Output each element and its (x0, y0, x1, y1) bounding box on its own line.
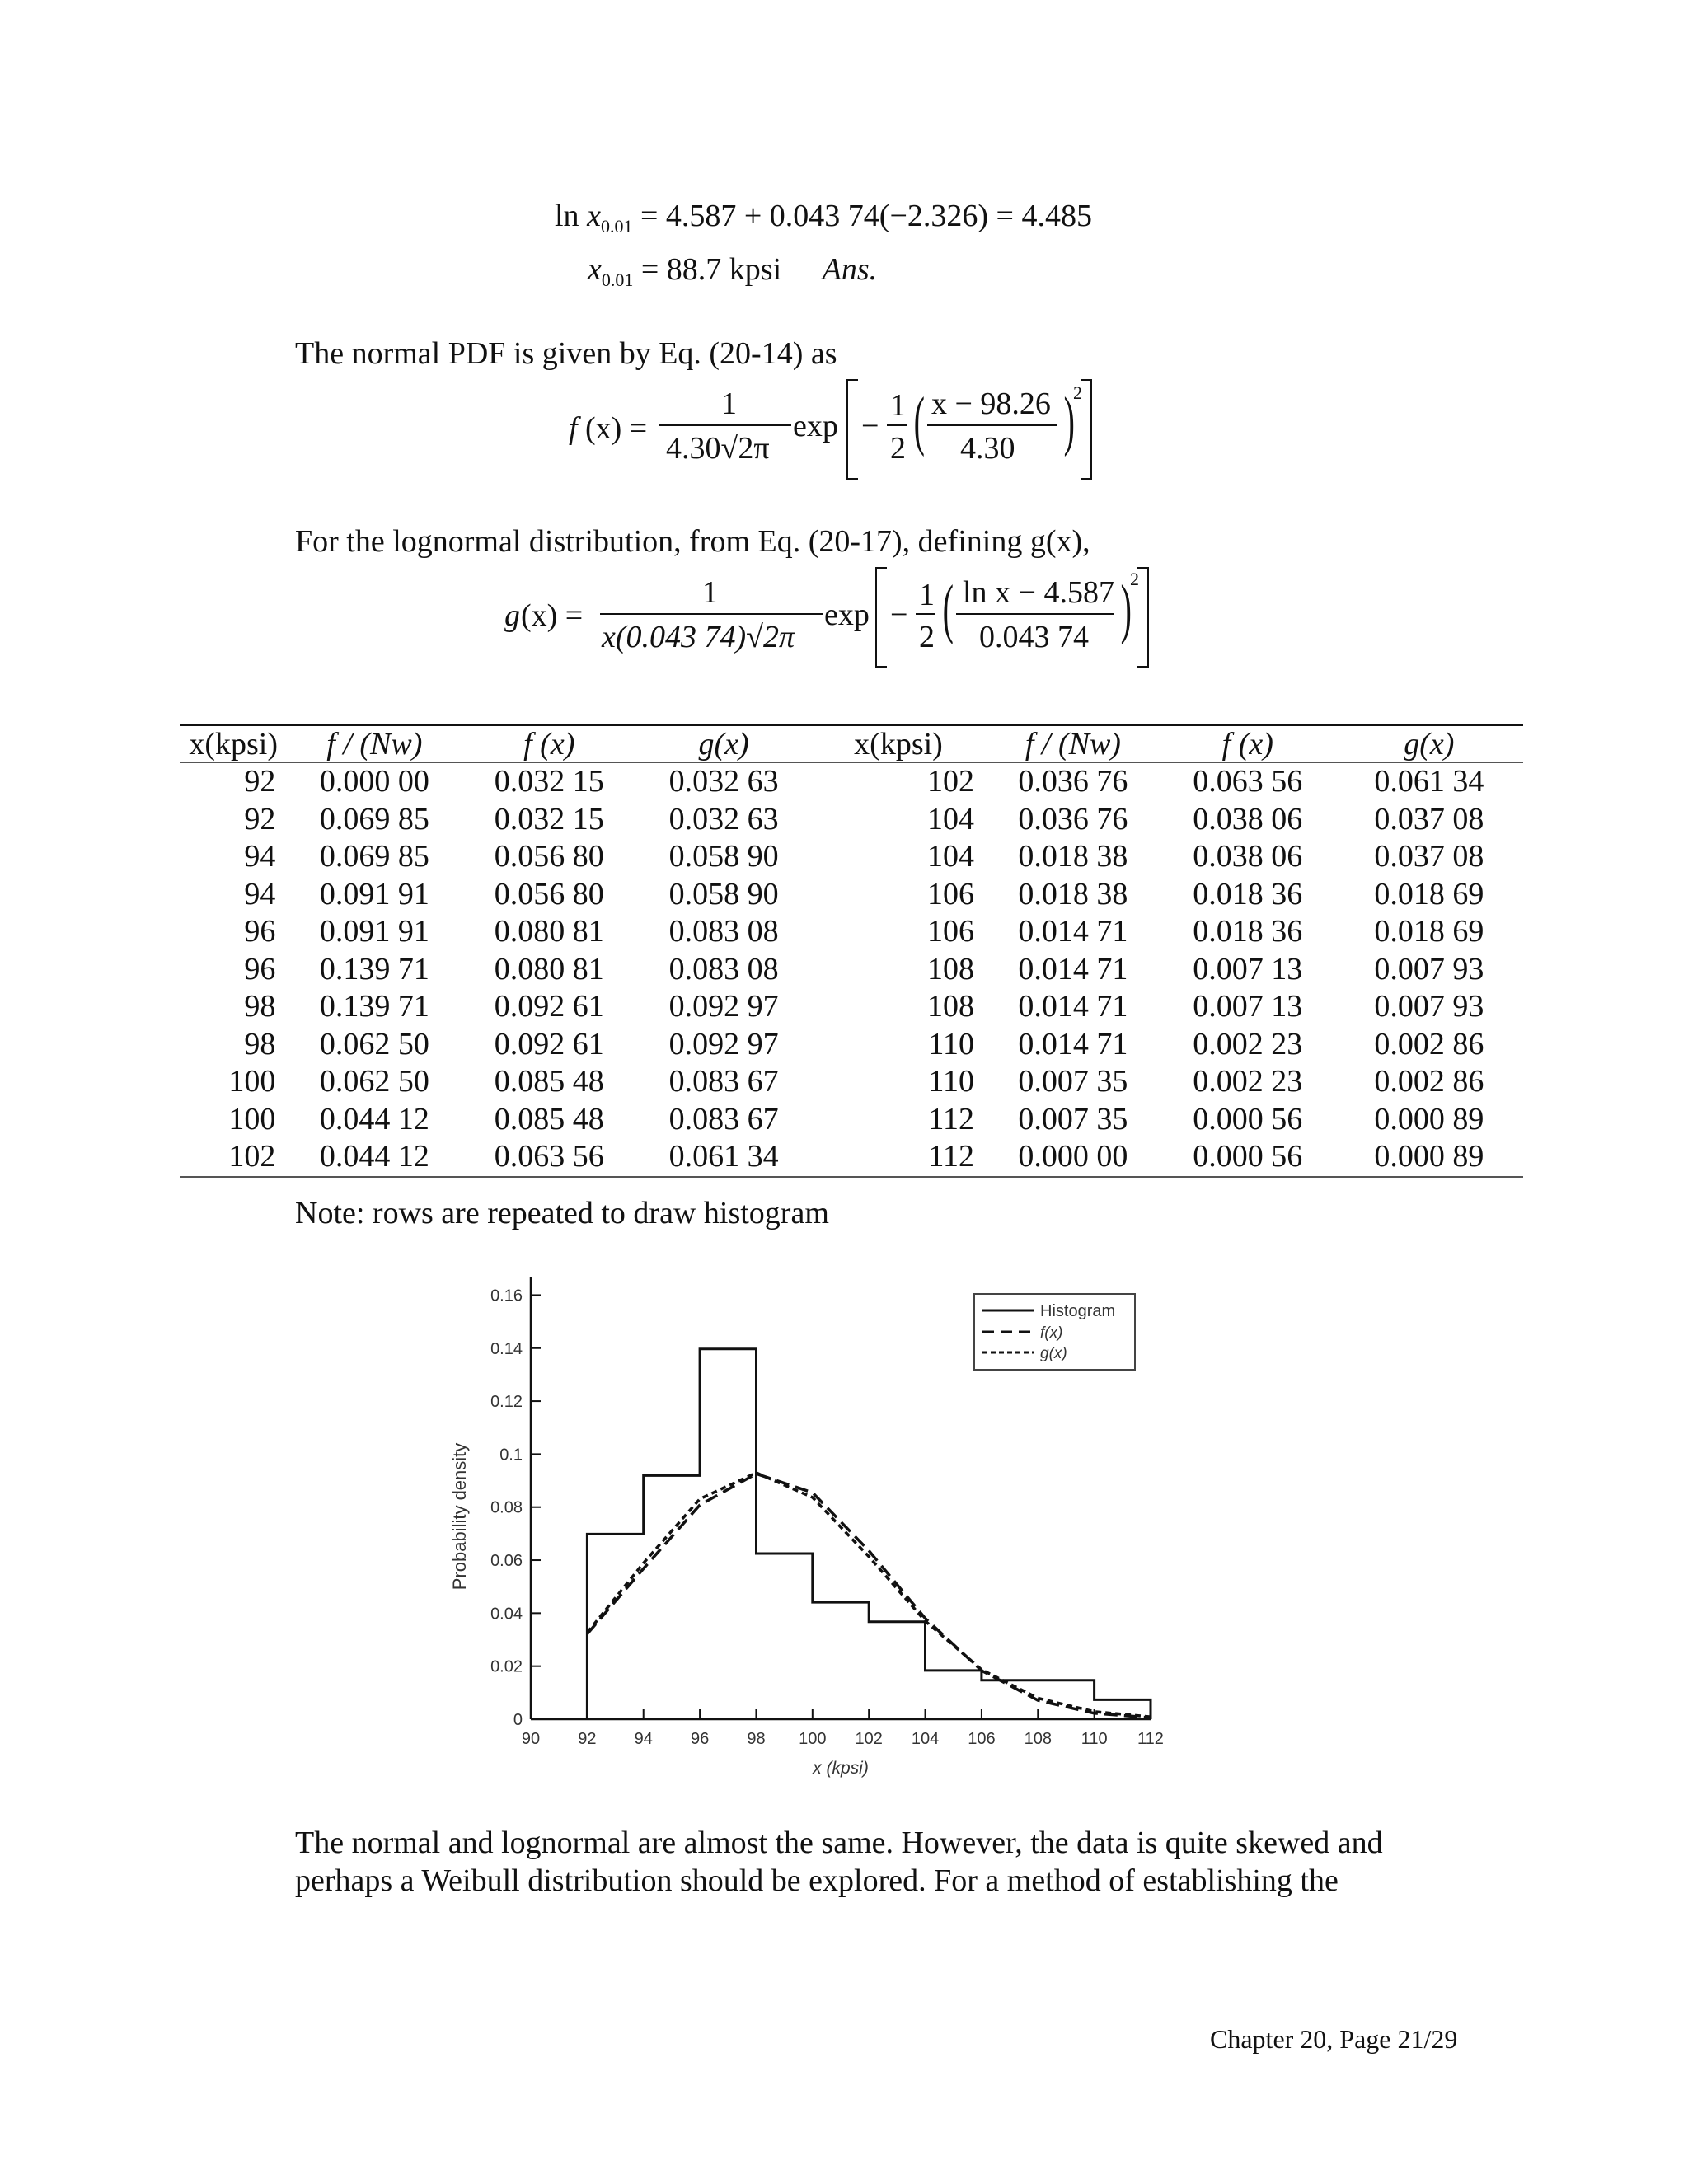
fraction-denominator: x(0.043 74)√2π (602, 620, 795, 654)
table-cell: 0.000 00 (986, 1138, 1160, 1177)
equation-ln-x001 (555, 198, 1092, 237)
y-axis-label: Probability density (449, 1442, 470, 1591)
paragraph-lognormal: For the lognormal distribution, from Eq. (20-17), defining g(x), (295, 524, 1090, 559)
table-row (180, 838, 1523, 876)
y-tick-label: 0.04 (490, 1605, 523, 1624)
g-argument: (x) = (521, 598, 584, 633)
table-cell: 0.056 80 (494, 876, 604, 912)
table-cell: 0.139 71 (319, 989, 429, 1024)
inner-numerator: x − 98.26 (931, 387, 1051, 421)
right-bracket (1137, 567, 1149, 668)
table-cell: 0.036 76 (1018, 764, 1128, 799)
minus-sign: − (861, 409, 879, 443)
subscript: 0.01 (601, 269, 634, 290)
exp-label: exp (824, 598, 870, 632)
header-x-kpsi: x(kpsi) (811, 725, 986, 763)
table-cell: 0.007 93 (1374, 951, 1484, 987)
equation-rhs: = 88.7 kpsi (640, 252, 782, 287)
equation-x001 (588, 251, 877, 291)
table-cell: 0.058 90 (668, 839, 779, 874)
exp-label: exp (793, 409, 838, 443)
table-row (180, 801, 1523, 839)
table-cell: 0.080 81 (494, 914, 604, 949)
table-cell: 0.018 69 (1374, 914, 1484, 949)
x-tick-label: 90 (521, 1730, 541, 1748)
y-tick-label: 0.16 (490, 1286, 523, 1305)
table-cell: 0.069 85 (319, 801, 429, 837)
table-cell: 0.018 38 (1018, 876, 1128, 912)
table-cell: 0.063 56 (1193, 764, 1303, 799)
inner-denominator: 4.30 (960, 431, 1015, 466)
table-cell: 0.000 56 (1160, 1138, 1335, 1177)
paragraph-conclusion-line2: perhaps a Weibull distribution should be explored. For a method of establishing the (295, 1863, 1339, 1898)
f-symbol: f (569, 411, 578, 446)
table-cell: 96 (244, 951, 276, 987)
y-tick-label: 0.08 (490, 1498, 523, 1517)
y-tick-label: 0.14 (490, 1339, 523, 1358)
right-paren: ) (1063, 385, 1075, 457)
table-cell: 92 (244, 764, 276, 799)
answer-label: Ans. (822, 252, 878, 287)
legend-fx-label: f(x) (1040, 1324, 1063, 1342)
table-cell: 106 (926, 914, 974, 949)
page-footer: Chapter 20, Page 21/29 (1210, 2024, 1458, 2054)
g-symbol: g (504, 598, 520, 633)
half-denominator: 2 (919, 620, 935, 654)
table-cell: 0.091 91 (319, 876, 429, 912)
table-cell: 0.007 93 (1374, 989, 1484, 1024)
table-cell: 0.080 81 (494, 951, 604, 987)
table-cell: 0.007 13 (1193, 989, 1303, 1024)
distribution-table (180, 724, 1523, 1178)
table-row (180, 1138, 1523, 1177)
half-bar (887, 424, 907, 426)
x-tick-label: 108 (1024, 1730, 1052, 1748)
header-gx: g(x) (1335, 725, 1523, 763)
x-tick-label: 104 (911, 1730, 940, 1748)
x-variable: x (587, 199, 601, 233)
table-cell: 0.092 61 (494, 989, 604, 1024)
table-cell: 0.032 63 (668, 801, 779, 837)
table-cell: 98 (244, 989, 276, 1024)
table-cell: 0.007 35 (1018, 1101, 1128, 1137)
table-cell: 108 (926, 989, 974, 1024)
table-cell: 102 (180, 1138, 287, 1177)
table-note: Note: rows are repeated to draw histogram (295, 1196, 829, 1230)
right-paren: ) (1120, 573, 1132, 645)
table-row (180, 763, 1523, 801)
table-cell: 0.014 71 (1018, 951, 1128, 987)
x-tick-label: 110 (1081, 1730, 1108, 1748)
half-denominator: 2 (890, 431, 906, 466)
table-cell: 0.032 15 (494, 764, 604, 799)
table-cell: 0.038 06 (1193, 839, 1303, 874)
table-cell: 100 (228, 1064, 276, 1099)
x-tick-label: 102 (855, 1730, 883, 1748)
minus-sign: − (890, 598, 908, 632)
inner-numerator: ln x − 4.587 (963, 575, 1114, 610)
table-cell: 0.092 97 (668, 1026, 779, 1062)
table-cell: 0.069 85 (319, 839, 429, 874)
inner-bar (956, 613, 1114, 615)
table-cell: 0.014 71 (1018, 914, 1128, 949)
table-cell: 0.018 38 (1018, 839, 1128, 874)
table-cell: 94 (244, 839, 276, 874)
table-cell: 112 (928, 1101, 974, 1137)
fraction-bar (600, 613, 823, 615)
table-cell: 100 (228, 1101, 276, 1137)
table-cell: 0.063 56 (462, 1138, 636, 1177)
table-cell: 0.061 34 (636, 1138, 811, 1177)
table-row (180, 1063, 1523, 1101)
histogram-line (587, 1349, 1151, 1719)
table-cell: 0.062 50 (319, 1064, 429, 1099)
table-cell: 108 (926, 951, 974, 987)
table-cell: 0.000 56 (1193, 1101, 1303, 1137)
y-tick-label: 0.02 (490, 1657, 523, 1676)
x-tick-label: 112 (1137, 1730, 1164, 1748)
table-row (180, 913, 1523, 951)
x-tick-label: 106 (968, 1730, 996, 1748)
left-bracket (875, 567, 887, 668)
fraction-numerator: 1 (721, 387, 737, 421)
table-row (180, 1101, 1523, 1139)
table-cell: 0.036 76 (1018, 801, 1128, 837)
table-cell: 0.018 36 (1193, 914, 1303, 949)
paragraph-normal-pdf: The normal PDF is given by Eq. (20-14) as (295, 336, 837, 371)
fraction-denominator: 4.30√2π (666, 431, 770, 466)
right-bracket (1081, 379, 1092, 480)
table-cell: 98 (244, 1026, 276, 1062)
table-cell: 110 (928, 1064, 974, 1099)
table-cell: 0.038 06 (1193, 801, 1303, 837)
table-cell: 0.083 08 (668, 951, 779, 987)
table-row (180, 951, 1523, 989)
x-tick-label: 92 (578, 1730, 597, 1748)
probability-density-chart (429, 1269, 1187, 1797)
table-cell: 0.092 97 (668, 989, 779, 1024)
half-bar (916, 613, 935, 615)
x-tick-label: 96 (690, 1730, 710, 1748)
table-cell: 0.014 71 (1018, 1026, 1128, 1062)
table-row (180, 1026, 1523, 1064)
header-f-nw: f / (Nw) (287, 725, 462, 763)
table-cell: 0.037 08 (1374, 839, 1484, 874)
ln-label: ln (555, 199, 579, 233)
table-cell: 0.032 63 (668, 764, 779, 799)
table-cell: 0.002 23 (1193, 1064, 1303, 1099)
table-cell: 0.018 69 (1374, 876, 1484, 912)
table-cell: 0.091 91 (319, 914, 429, 949)
table-cell: 0.007 13 (1193, 951, 1303, 987)
exponent: 2 (1130, 569, 1139, 589)
table-cell: 104 (926, 839, 974, 874)
table-cell: 0.044 12 (319, 1101, 429, 1137)
table-cell: 112 (811, 1138, 986, 1177)
table-cell: 102 (926, 764, 974, 799)
left-bracket (846, 379, 858, 480)
y-tick-label: 0.06 (490, 1552, 523, 1571)
header-x-kpsi: x(kpsi) (180, 725, 287, 763)
legend-gx-label: g(x) (1040, 1345, 1067, 1362)
table-cell: 0.085 48 (494, 1064, 604, 1099)
table-cell: 0.014 71 (1018, 989, 1128, 1024)
table-header-row (180, 725, 1523, 763)
legend-histogram-label: Histogram (1040, 1302, 1116, 1320)
table-cell: 0.058 90 (668, 876, 779, 912)
table-cell: 0.037 08 (1374, 801, 1484, 837)
y-tick-label: 0.1 (499, 1446, 523, 1465)
subscript: 0.01 (600, 216, 633, 237)
table-cell: 0.092 61 (494, 1026, 604, 1062)
inner-bar (927, 424, 1057, 426)
x-axis-label: x (kpsi) (813, 1759, 869, 1778)
f-argument: (x) = (585, 411, 648, 446)
table-cell: 0.002 23 (1193, 1026, 1303, 1062)
exponent: 2 (1073, 382, 1082, 403)
paragraph-conclusion-line1: The normal and lognormal are almost the same. However, the data is quite skewed and (295, 1825, 1383, 1860)
table-cell: 94 (244, 876, 276, 912)
half-numerator: 1 (919, 578, 935, 612)
y-tick-label: 0.12 (490, 1393, 523, 1412)
table-cell: 0.018 36 (1193, 876, 1303, 912)
table-row (180, 876, 1523, 914)
table-cell: 0.061 34 (1374, 764, 1484, 799)
x-tick-label: 100 (799, 1730, 827, 1748)
x-variable: x (588, 252, 602, 287)
table-cell: 0.007 35 (1018, 1064, 1128, 1099)
table-cell: 0.044 12 (287, 1138, 462, 1177)
table-cell: 0.062 50 (319, 1026, 429, 1062)
table-cell: 0.002 86 (1374, 1026, 1484, 1062)
header-f-nw: f / (Nw) (986, 725, 1160, 763)
table-cell: 0.085 48 (494, 1101, 604, 1137)
header-gx: g(x) (636, 725, 811, 763)
table-row (180, 988, 1523, 1026)
half-numerator: 1 (890, 388, 906, 423)
table-cell: 0.032 15 (494, 801, 604, 837)
header-fx: f (x) (1160, 725, 1335, 763)
table-cell: 106 (926, 876, 974, 912)
x-tick-label: 98 (747, 1730, 766, 1748)
left-paren: ( (942, 573, 954, 645)
table-cell: 104 (926, 801, 974, 837)
table-cell: 92 (244, 801, 276, 837)
chart-legend (974, 1294, 1135, 1370)
table-cell: 0.139 71 (319, 951, 429, 987)
fraction-bar (659, 424, 791, 426)
table-cell: 0.083 67 (668, 1101, 779, 1137)
fraction-numerator: 1 (702, 575, 718, 610)
header-fx: f (x) (462, 725, 636, 763)
y-tick-label: 0 (513, 1711, 523, 1729)
table-cell: 0.000 89 (1374, 1101, 1484, 1137)
table-cell: 96 (244, 914, 276, 949)
table-cell: 0.000 00 (319, 764, 429, 799)
table-cell: 0.056 80 (494, 839, 604, 874)
table-cell: 0.083 67 (668, 1064, 779, 1099)
table-cell: 0.002 86 (1374, 1064, 1484, 1099)
table-cell: 0.083 08 (668, 914, 779, 949)
left-paren: ( (913, 385, 925, 457)
table-cell: 0.000 89 (1335, 1138, 1523, 1177)
x-tick-label: 94 (634, 1730, 653, 1748)
inner-denominator: 0.043 74 (979, 620, 1089, 654)
table-cell: 110 (928, 1026, 974, 1062)
equation-rhs: = 4.587 + 0.043 74(−2.326) = 4.485 (640, 199, 1092, 233)
